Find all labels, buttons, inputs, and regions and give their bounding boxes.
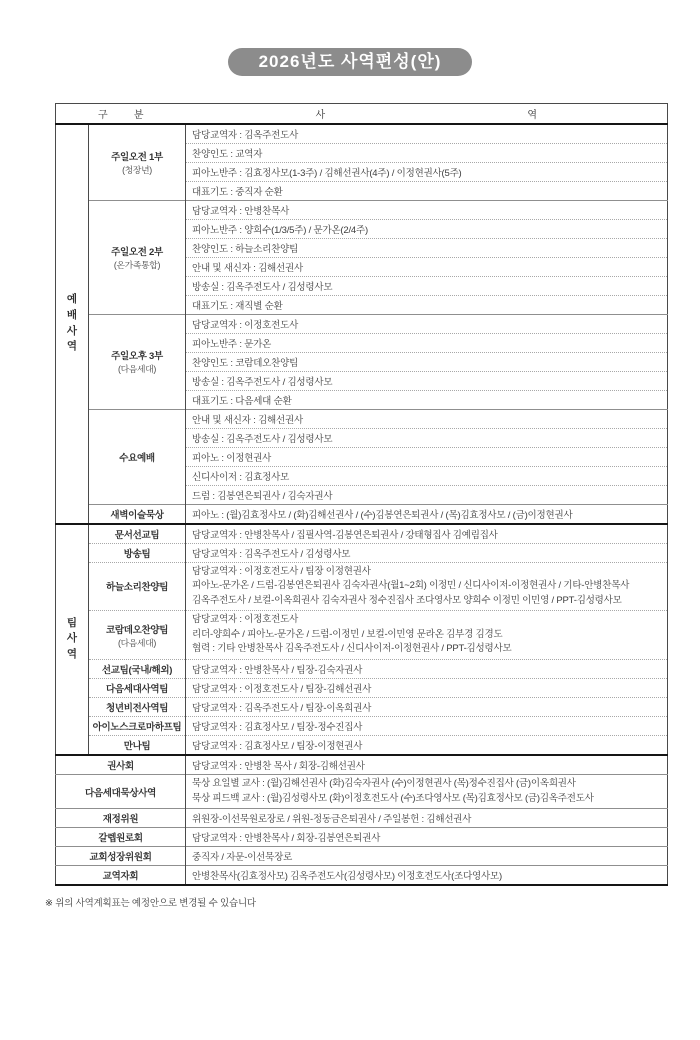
ministry-line: 담당교역자 : 안병찬목사 / 팀장-김숙자권사 xyxy=(186,660,668,679)
category-name: 만나팀 xyxy=(123,741,151,753)
category-name: 교회성장위원회 xyxy=(89,852,152,864)
table-row xyxy=(56,866,668,886)
ministry-line: 담당교역자 : 이정호전도사 / 팀장 이정현권사 피아노-문가온 / 드럼-김봉연은퇴권사 김숙자권사(월1~2회) 이정민 / 신디사이저-이정현권사 / 기타-안병찬목사 김옥주전도사 / 보컬-이옥희권사 김숙자권사 정수진집사 조다영사모 양희수 이정민 이민영 / PPT-김성령사모 xyxy=(186,562,668,611)
page-title: 2026년도 사역편성(안) xyxy=(228,48,472,76)
table-row xyxy=(56,809,668,828)
ministry-line: 담당교역자 : 이정호전도사 리더-양희수 / 피아노-문가온 / 드럼-이정민 / 보컬-이민영 문라온 김부경 김경도 협력 : 기타 안병찬목사 김옥주전도사 / 신디사이저-이정현권사 / PPT-김성령사모 xyxy=(186,611,668,660)
category-cell xyxy=(56,828,186,847)
category-name: 주일오전 2부 xyxy=(111,246,163,258)
table-row xyxy=(56,679,668,698)
ministry-line: 드럼 : 김봉연은퇴권사 / 김숙자권사 xyxy=(186,485,668,504)
category-name: 청년비전사역팀 xyxy=(105,703,169,715)
ministry-line: 안내 및 새신자 : 김해선권사 xyxy=(186,409,668,428)
table-header-row xyxy=(56,104,668,124)
category-name: 다음세대사역팀 xyxy=(105,684,169,696)
category-name: 수요예배 xyxy=(119,452,155,464)
ministry-line: 찬양인도 : 하늘소리찬양팀 xyxy=(186,238,668,257)
category-cell xyxy=(89,200,186,314)
ministry-line: 대표기도 : 재직별 순환 xyxy=(186,295,668,314)
ministry-line: 피아노반주 : 양희수(1/3/5주) / 문가온(2/4주) xyxy=(186,219,668,238)
category-cell xyxy=(56,755,186,775)
ministry-line: 담당교역자 : 김옥주전도사 / 김성령사모 xyxy=(186,543,668,562)
category-cell xyxy=(89,679,186,698)
category-cell xyxy=(89,314,186,409)
category-name: 재정위원 xyxy=(102,814,139,826)
category-sub: (청장년) xyxy=(122,164,152,175)
table-row xyxy=(56,314,668,333)
category-cell xyxy=(89,736,186,756)
table-row xyxy=(56,504,668,524)
table-row xyxy=(56,611,668,660)
category-name: 아이노스크로마하프팀 xyxy=(92,722,182,734)
table-row xyxy=(56,562,668,611)
ministry-line: 중직자 / 자문-이선묵장로 xyxy=(186,847,668,866)
ministry-line: 찬양인도 : 교역자 xyxy=(186,143,668,162)
table-row xyxy=(56,755,668,775)
category-cell xyxy=(89,562,186,611)
category-name: 선교팀(국내/해외) xyxy=(101,665,173,677)
category-name: 권사회 xyxy=(107,761,134,773)
category-cell xyxy=(56,775,186,809)
group-label-worship: 예배사역 xyxy=(56,124,89,524)
ministry-line: 담당교역자 : 김효정사모 / 팀장-이정현권사 xyxy=(186,736,668,756)
ministry-line: 담당교역자 : 안병찬목사 / 회장-김봉연은퇴권사 xyxy=(186,828,668,847)
category-name: 주일오전 1부 xyxy=(111,151,163,163)
category-name: 방송팀 xyxy=(123,548,151,560)
table-row xyxy=(56,736,668,756)
ministry-line: 담당교역자 : 안병찬목사 / 집필사역-김봉연은퇴권사 / 강태형집사 김예림집사 xyxy=(186,524,668,544)
category-name: 하늘소리찬양팀 xyxy=(105,582,169,594)
table-row xyxy=(56,409,668,428)
category-name: 갈렙원로회 xyxy=(98,833,143,845)
table-row xyxy=(56,200,668,219)
category-cell xyxy=(89,698,186,717)
ministry-line: 담당교역자 : 안병찬 목사 / 회장-김해선권사 xyxy=(186,755,668,775)
ministry-line: 방송실 : 김옥주전도사 / 김성령사모 xyxy=(186,276,668,295)
table-row xyxy=(56,717,668,736)
group-label-teams: 팀사역 xyxy=(56,524,89,756)
category-sub: (온가족통합) xyxy=(113,259,161,270)
table-row xyxy=(56,124,668,144)
ministry-line: 담당교역자 : 이정호전도사 / 팀장-김해선권사 xyxy=(186,679,668,698)
category-name: 주일오후 3부 xyxy=(111,351,163,362)
table-row xyxy=(56,524,668,544)
ministry-line: 안내 및 새신자 : 김해선권사 xyxy=(186,257,668,276)
category-cell xyxy=(89,504,186,524)
footer-note: ※ 위의 사역계획표는 예정안으로 변경될 수 있습니다 xyxy=(45,898,256,910)
category-cell xyxy=(89,543,186,562)
ministry-line: 담당교역자 : 김옥주전도사 xyxy=(192,129,299,141)
category-name: 코람데오찬양팀 xyxy=(105,624,169,636)
table-row xyxy=(56,775,668,809)
ministry-line: 방송실 : 김옥주전도사 / 김성령사모 xyxy=(186,428,668,447)
ministry-table xyxy=(55,103,668,886)
ministry-line: 위원장-이선묵원로장로 / 위원-정동금은퇴권사 / 주일봉헌 : 김해선권사 xyxy=(186,809,668,828)
category-cell xyxy=(89,611,186,660)
ministry-line: 대표기도 : 중직자 순환 xyxy=(186,181,668,200)
ministry-line: 신디사이저 : 김효정사모 xyxy=(186,466,668,485)
ministry-line: 방송실 : 김옥주전도사 / 김성령사모 xyxy=(186,371,668,390)
category-sub: (다음세대) xyxy=(117,364,157,374)
table-row xyxy=(56,660,668,679)
ministry-line: 피아노반주 : 김효정사모(1-3주) / 김해선권사(4주) / 이정현권사(5주) xyxy=(186,162,668,181)
table-row xyxy=(56,828,668,847)
category-name: 새벽이슬묵상 xyxy=(110,509,164,521)
ministry-line: 안병찬목사(김효정사모) 김옥주전도사(김성령사모) 이정호전도사(조다영사모) xyxy=(186,866,668,886)
table-row xyxy=(56,543,668,562)
ministry-line: 담당교역자 : 안병찬목사 xyxy=(186,200,668,219)
category-name: 교역자회 xyxy=(102,871,139,883)
table-row xyxy=(56,698,668,717)
ministry-line: 대표기도 : 다음세대 순환 xyxy=(186,390,668,409)
table-row xyxy=(56,847,668,866)
ministry-line: 찬양인도 : 코람데오찬양팀 xyxy=(186,352,668,371)
category-sub: (다음세대) xyxy=(117,637,157,648)
ministry-line: 피아노반주 : 문가온 xyxy=(186,333,668,352)
category-name: 문서선교팀 xyxy=(114,529,160,541)
header-ministry: 사 역 xyxy=(186,104,668,124)
ministry-line: 피아노 : (월)김효정사모 / (화)김해선권사 / (수)김봉연은퇴권사 / (목)김효정사모 / (금)이정현권사 xyxy=(186,504,668,524)
category-cell xyxy=(89,660,186,679)
ministry-line: 묵상 요일별 교사 : (월)김해선권사 (화)김숙자권사 (수)이정현권사 (목)정수진집사 (금)이옥희권사 묵상 피드백 교사 : (월)김성령사모 (화)이정호전도사 (수)조다영사모 (목)김효정사모 (금)김옥주전도사 xyxy=(186,775,668,809)
ministry-line: 담당교역자 : 김옥주전도사 / 팀장-이옥희권사 xyxy=(186,698,668,717)
category-cell xyxy=(89,124,186,201)
ministry-line: 담당교역자 : 김효정사모 / 팀장-정수진집사 xyxy=(186,717,668,736)
header-category: 구 분 xyxy=(56,104,186,124)
ministry-line: 담당교역자 : 이정호전도사 xyxy=(186,314,668,333)
ministry-line: 피아노 : 이정현권사 xyxy=(186,447,668,466)
category-cell xyxy=(89,524,186,544)
category-cell xyxy=(89,409,186,504)
category-name: 다음세대묵상사역 xyxy=(84,787,157,799)
category-cell xyxy=(56,847,186,866)
category-cell xyxy=(89,717,186,736)
category-cell xyxy=(56,809,186,828)
category-cell xyxy=(56,866,186,886)
